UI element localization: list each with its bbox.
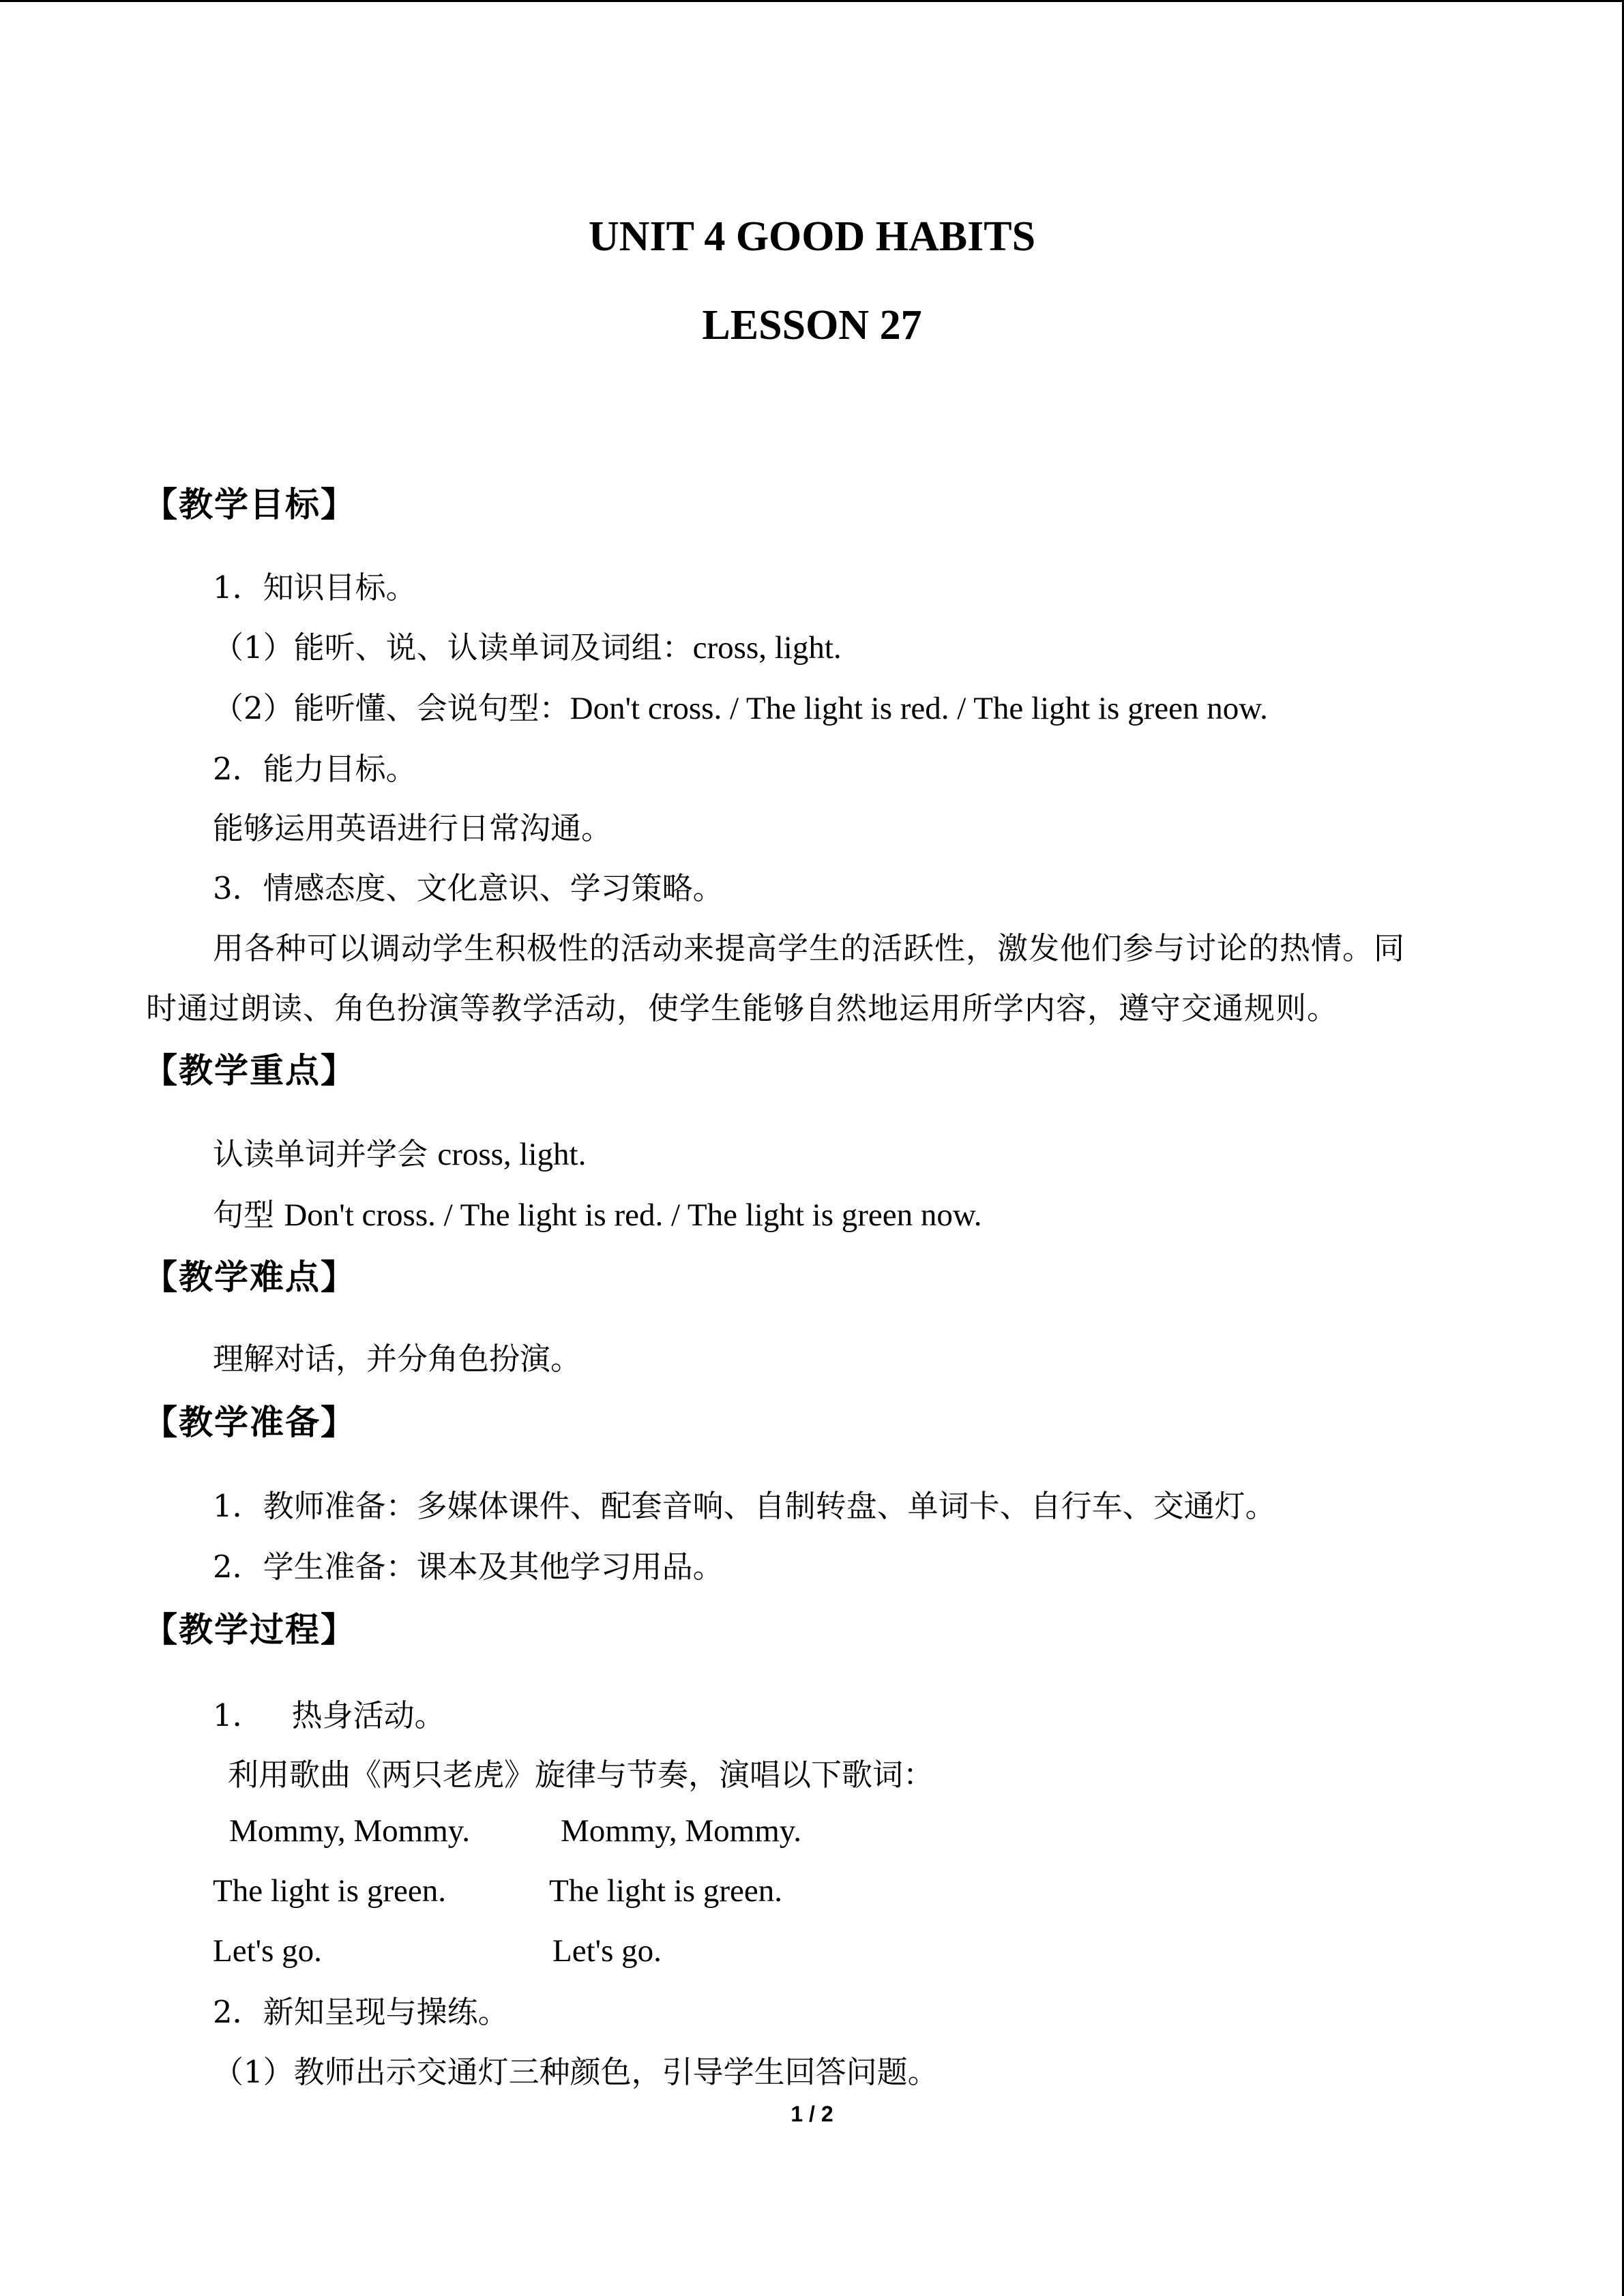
document-subtitle: LESSON 27	[702, 302, 922, 348]
objective-line: 用各种可以调动学生积极性的活动来提高学生的活跃性，激发他们参与讨论的热情。同	[213, 930, 1406, 966]
lyric-line: Let's go.	[213, 1933, 322, 1969]
objective-line: 3．情感态度、文化意识、学习策略。	[213, 870, 724, 906]
lyric-line: The light is green.	[213, 1873, 446, 1909]
process-step-2-sub-1: （1）教师出示交通灯三种颜色，引导学生回答问题。	[213, 2054, 939, 2090]
page-number: 1 / 2	[791, 2102, 833, 2126]
section-heading-difficulties: 【教学难点】	[143, 1257, 356, 1297]
lyric-line: The light is green.	[549, 1873, 782, 1909]
lyric-line: Mommy, Mommy.	[229, 1813, 470, 1849]
document-title: UNIT 4 GOOD HABITS	[588, 213, 1036, 260]
lyric-line: Let's go.	[552, 1933, 662, 1969]
objective-line: 2．能力目标。	[213, 751, 417, 787]
objective-line: 1．知识目标。	[213, 569, 417, 606]
objective-line: （1）能听、说、认读单词及词组：cross, light.	[213, 629, 842, 666]
process-step-2: 2．新知呈现与操练。	[213, 1994, 509, 2030]
objective-line: 时通过朗读、角色扮演等教学活动，使学生能够自然地运用所学内容，遵守交通规则。	[146, 990, 1339, 1026]
difficulty-line: 理解对话，并分角色扮演。	[213, 1341, 582, 1377]
preparation-line: 2．学生准备：课本及其他学习用品。	[213, 1549, 724, 1585]
objective-line: 能够运用英语进行日常沟通。	[213, 810, 612, 846]
section-heading-objectives: 【教学目标】	[143, 485, 356, 524]
process-step-1: 1． 热身活动。	[213, 1697, 445, 1733]
key-point-line: 认读单词并学会 cross, light.	[213, 1136, 587, 1172]
objective-line: （2）能听懂、会说句型：Don't cross. / The light is red. / The light is green now.	[213, 690, 1268, 726]
section-heading-process: 【教学过程】	[143, 1610, 356, 1650]
preparation-line: 1．教师准备：多媒体课件、配套音响、自制转盘、单词卡、自行车、交通灯。	[213, 1488, 1276, 1524]
key-point-line: 句型 Don't cross. / The light is red. / The light is green now.	[213, 1197, 982, 1233]
lyric-line: Mommy, Mommy.	[561, 1813, 801, 1849]
section-heading-key-points: 【教学重点】	[143, 1051, 356, 1090]
song-intro: 利用歌曲《两只老虎》旋律与节奏，演唱以下歌词：	[228, 1757, 934, 1793]
section-heading-preparation: 【教学准备】	[143, 1403, 356, 1442]
